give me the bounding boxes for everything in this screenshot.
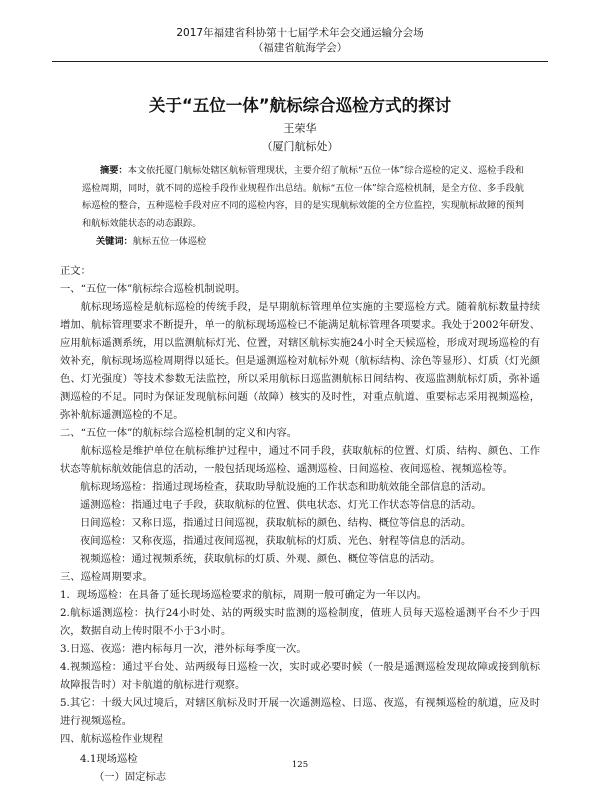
subsubsection-heading: （一）固定标志 bbox=[94, 771, 167, 783]
intro-label: 正文： bbox=[60, 265, 91, 277]
section-2-item: 航标现场巡检：指通过现场检查，获取助导航设施的工作状态和助航效能全部信息的活动。 bbox=[80, 481, 492, 493]
section-2-paragraph: 航标巡检是维护单位在航标维护过程中，通过不同手段，获取航标的位置、灯质、结构、颜色、工作状态等航标航效能信息的活动，一般包括现场巡检、遥测巡检、日间巡检、夜间巡检、视频巡检等。 bbox=[60, 445, 540, 475]
header-line-2: （福建省航海学会） bbox=[252, 42, 348, 54]
paper-title: 关于“五位一体”航标综合巡检方式的探讨 bbox=[148, 96, 452, 115]
section-1-paragraph: 航标现场巡检是航标巡检的传统手段，是早期航标管理单位实施的主要巡检方式。随着航标数量持续增加、航标管理要求不断提升，单一的航标现场巡检已不能满足航标管理各项要求。我处于2002年研发、应用航标遥测系统，用以监测航标灯光、位置，对辖区航标实施24小时全天候巡检，形成对现场巡检的有效补充，航标现场巡检周期得以延长。但是遥测巡检对航标外观（航标结构、涂色等显形）、灯质（灯光颜色、灯光强度）等技术参数无法监控，所以采用航标日巡监测航标日间结构、夜巡监测航标灯质，弥补遥测巡检的不足。同时为保证发现航标问题（故障）核实的及时性，对重点航道、重要标志采用视频巡检，弥补航标遥测巡检的不足。 bbox=[60, 301, 540, 421]
section-2-item: 日间巡检：又称日巡，指通过日间巡视，获取航标的颜色、结构、概位等信息的活动。 bbox=[80, 517, 472, 529]
abstract-text: 本文依托厦门航标处辖区航标管理现状，主要介绍了航标“五位一体”综合巡检的定义、巡检手段和巡检周期，同时，就不同的巡检手段作业规程作出总结。航标“五位一体”综合巡检机制，是全方位、多手段航标巡检的整合，五种巡检手段对应不同的巡检内容，目的是实现航标效能的全方位监控，实现航标故障的预判和航标效能状态的动态跟踪。 bbox=[82, 165, 524, 229]
section-3-heading: 三、巡检周期要求。 bbox=[60, 571, 153, 583]
section-4-heading: 四、航标巡检作业规程 bbox=[60, 733, 163, 745]
running-header bbox=[0, 26, 600, 56]
keywords bbox=[96, 233, 206, 247]
section-3-item: 5.其它：十级大风过境后，对辖区航标及时开展一次遥测巡检、日巡、夜巡，有视频巡检的航道，应及时进行视频巡检。 bbox=[60, 697, 540, 727]
section-3-item: 3.日巡、夜巡：港内标每月一次，港外标每季度一次。 bbox=[60, 643, 307, 655]
header-line-1: 2017年福建省科协第十七届学术年会交通运输分会场 bbox=[176, 27, 424, 39]
header-rule bbox=[52, 61, 548, 62]
body-text bbox=[60, 262, 540, 786]
section-3-item: 2.航标遥测巡检：执行24小时处、站的两级实时监测的巡检制度，值班人员每天巡检遥测平台不少于四次，数据自动上传时限不小于3小时。 bbox=[60, 607, 540, 637]
subsection-heading: 4.1现场巡检 bbox=[80, 753, 138, 765]
abstract-label: 摘要： bbox=[100, 165, 128, 176]
section-2-item: 遥测巡检：指通过电子手段，获取航标的位置、供电状态、灯光工作状态等信息的活动。 bbox=[80, 499, 482, 511]
abstract bbox=[82, 162, 524, 232]
section-3-item: 4.视频巡检：通过平台处、站两级每日巡检一次，实时或必要时候（一般是遥测巡检发现故障或接到航标故障报告时）对卡航道的航标进行观察。 bbox=[60, 661, 540, 691]
affiliation: （厦门航标处） bbox=[261, 140, 339, 153]
keywords-text: 航标五位一体巡检 bbox=[132, 236, 207, 247]
page-number: 125 bbox=[291, 760, 309, 770]
section-2-heading: 二、“五位一体”的航标综合巡检机制的定义和内容。 bbox=[60, 427, 298, 439]
section-1-heading: 一、“五位一体”航标综合巡检机制说明。 bbox=[60, 283, 246, 295]
section-2-item: 夜间巡检：又称夜巡，指通过夜间巡视，获取航标的灯质、光色、射程等信息的活动。 bbox=[80, 535, 472, 547]
section-2-item: 视频巡检：通过视频系统，获取航标的灯质、外观、颜色、概位等信息的活动。 bbox=[80, 553, 441, 565]
author: 王荣华 bbox=[283, 122, 317, 135]
section-3-item: 1．现场巡检：在具备了延长现场巡检要求的航标，周期一般可确定为一年以内。 bbox=[60, 589, 427, 601]
keywords-label: 关键词： bbox=[96, 236, 133, 247]
